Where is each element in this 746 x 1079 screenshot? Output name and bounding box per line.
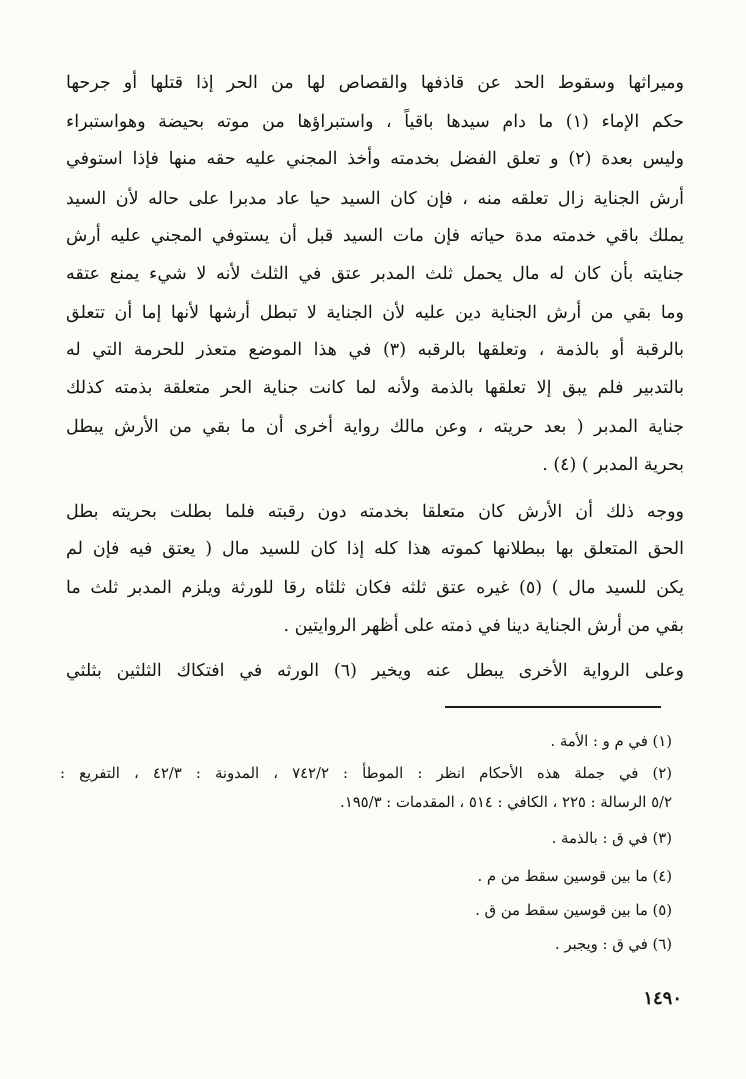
body-line-14: يكن للسيد مال ) (٥) غيره عتق ثلثه فكان ثلثاه رقا للورثة ويلزم المدبر ثلث ما [66,578,684,598]
body-line-2: حكم الإماء (١) ما دام سيدها باقياً ، واستبراؤها من موته بحيضة وهواستبراء [66,112,684,132]
body-line-13: الحق المتعلق بها ببطلانها كموته هذا كله إذا كان للسيد مال ( يعتق فيه فإن لم [66,539,684,559]
body-line-6: جنايته بأن كان له مال يحمل ثلث المدبر عتق في الثلث لأنه لا شيء يمنع عتقه [66,264,684,284]
footnote-2-cont: ٥/٢ الرسالة : ٢٢٥ ، الكافي : ٥١٤ ، المقدمات : ١٩٥/٣. [340,794,672,811]
body-line-12: ووجه ذلك أن الأرش كان متعلقا بخدمته دون رقبته فلما بطلت بحريته بطل [66,502,684,522]
footnote-3: (٣) في ق : بالذمة . [551,830,672,847]
body-line-9: بالتدبير فلم يبق إلا تعلقها بالذمة ولأنه لما كانت جناية الحر متعلقة بذمته كذلك [66,378,684,398]
body-line-10: جناية المدبر ( بعد حريته ، وعن مالك رواية أخرى أن ما بقي من الأرش يبطل [66,417,684,437]
body-line-16: وعلى الرواية الأخرى يبطل عنه ويخير (٦) الورثه في افتكاك الثلثين بثلثي [66,661,684,681]
body-line-1: وميراثها وسقوط الحد عن قاذفها والقصاص لها من الحر إذا قتلها أو جرحها [66,73,684,93]
footnote-2: (٢) في جملة هذه الأحكام انظر : الموطأ : ٧٤٢/٢ ، المدونة : ٤٢/٣ ، التفريع : [60,765,672,782]
body-line-8: بالرقبة أو بالذمة ، وتعلقها بالرقبه (٣) في هذا الموضع متعذر للحرمة التي له [66,340,684,360]
body-line-4: أرش الجناية زال تعلقه منه ، فإن كان السيد حيا عاد مدبرا على حاله لأن السيد [66,189,684,209]
body-line-3: وليس بعدة (٢) و تعلق الفضل بخدمته وأخذ المجني عليه حقه منها فإذا استوفي [66,149,684,169]
footnote-6: (٦) في ق : ويجبر . [554,936,672,953]
body-line-15: بقي من أرش الجناية دينا في ذمته على أظهر الروايتين . [283,616,684,636]
footnote-1: (١) في م و : الأمة . [550,733,672,750]
footnote-4: (٤) ما بين قوسين سقط من م . [477,868,672,885]
footnote-separator [445,706,661,708]
page-number: ١٤٩٠ [643,988,682,1009]
footnote-5: (٥) ما بين قوسين سقط من ق . [475,902,672,919]
body-line-7: وما بقي من أرش الجناية دين عليه لأن الجناية لا تبطل أرشها لأنها إما أن تتعلق [66,303,684,323]
body-line-11: بحرية المدبر ) (٤) . [542,455,684,475]
body-line-5: يملك باقي خدمته مدة حياته فإن مات السيد قبل أن يستوفي المجني عليه أرش [66,226,684,246]
